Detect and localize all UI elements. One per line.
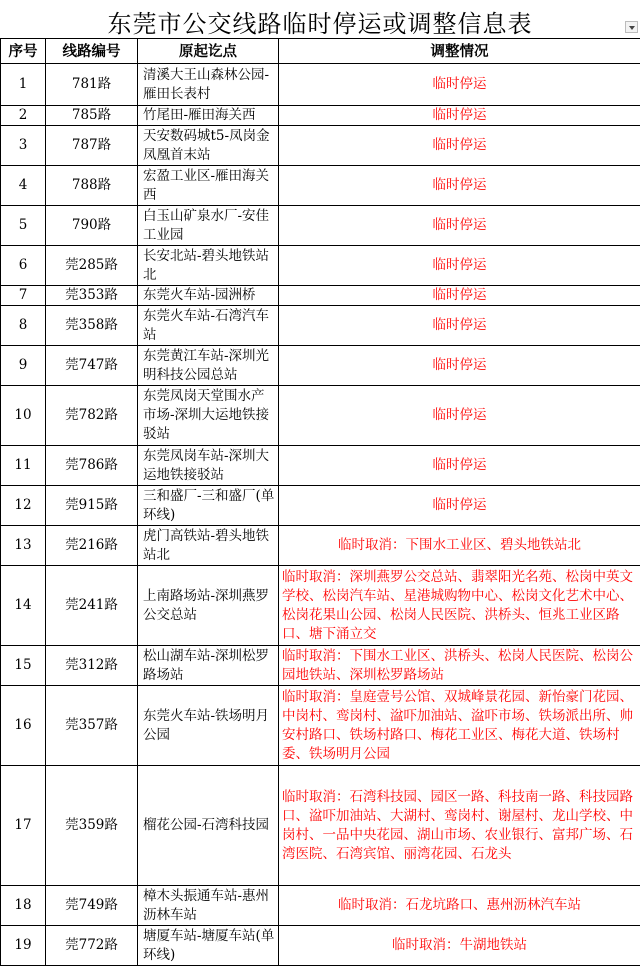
row-adjustment: 临时取消：皇庭壹号公馆、双城峰景花园、新怡豪门花园、中岗村、鸾岗村、湓吓加油站、湓吓市场、铁场派出所、帅安村路口、铁场村路口、梅花工业区、梅花大道、铁场村委、铁场明月公园 — [279, 686, 640, 766]
row-seq: 13 — [1, 526, 46, 566]
row-endpoints: 东莞火车站-园洲桥 — [138, 286, 279, 306]
row-seq: 7 — [1, 286, 46, 306]
row-adjustment: 临时取消：深圳燕罗公交总站、翡翠阳光名苑、松岗中英文学校、松岗汽车站、星港城购物中心、松岗文化艺术中心、松岗花果山公园、松岗人民医院、洪桥头、恒兆工业区路口、塘下涌立交 — [279, 566, 640, 646]
row-seq: 1 — [1, 64, 46, 106]
row-route: 莞216路 — [46, 526, 138, 566]
row-seq: 19 — [1, 926, 46, 966]
table-row — [1, 386, 640, 446]
row-seq: 16 — [1, 686, 46, 766]
row-adjustment: 临时停运 — [279, 306, 640, 346]
table-row — [1, 486, 640, 526]
row-endpoints: 长安北站-碧头地铁站北 — [138, 246, 279, 286]
row-route: 莞285路 — [46, 246, 138, 286]
row-route: 788路 — [46, 166, 138, 206]
row-adjustment: 临时停运 — [279, 346, 640, 386]
header-adjustment: 调整情况 — [279, 39, 640, 64]
row-endpoints: 三和盛厂-三和盛厂(单环线) — [138, 486, 279, 526]
table-row — [1, 206, 640, 246]
table-row — [1, 566, 640, 646]
row-route: 莞312路 — [46, 646, 138, 686]
row-adjustment: 临时取消：牛湖地铁站 — [279, 926, 640, 966]
row-route: 莞357路 — [46, 686, 138, 766]
row-adjustment: 临时取消：石湾科技园、园区一路、科技南一路、科技园路口、湓吓加油站、大湖村、鸾岗村、谢屋村、龙山学校、中岗村、一品中央花园、湖山市场、农业银行、富邦广场、石湾医院、石湾宾馆、丽湾花园、石龙头 — [279, 766, 640, 886]
row-route: 莞915路 — [46, 486, 138, 526]
row-route: 莞359路 — [46, 766, 138, 886]
row-endpoints: 东莞火车站-石湾汽车站 — [138, 306, 279, 346]
table-row — [1, 64, 640, 106]
row-seq: 9 — [1, 346, 46, 386]
row-route: 莞358路 — [46, 306, 138, 346]
row-adjustment: 临时停运 — [279, 286, 640, 306]
table-row — [1, 446, 640, 486]
row-seq: 6 — [1, 246, 46, 286]
row-adjustment: 临时停运 — [279, 106, 640, 126]
table-row — [1, 306, 640, 346]
row-seq: 14 — [1, 566, 46, 646]
title-row — [0, 0, 640, 39]
row-endpoints: 塘厦车站-塘厦车站(单环线) — [138, 926, 279, 966]
row-endpoints: 上南路场站-深圳燕罗公交总站 — [138, 566, 279, 646]
row-route: 790路 — [46, 206, 138, 246]
table-row — [1, 106, 640, 126]
row-route: 莞353路 — [46, 286, 138, 306]
row-seq: 4 — [1, 166, 46, 206]
header-endpoints: 原起讫点 — [138, 39, 279, 64]
row-adjustment: 临时取消：下围水工业区、碧头地铁站北 — [279, 526, 640, 566]
row-route: 莞786路 — [46, 446, 138, 486]
table-row — [1, 526, 640, 566]
row-adjustment: 临时停运 — [279, 486, 640, 526]
row-endpoints: 东莞黄江车站-深圳光明科技公园总站 — [138, 346, 279, 386]
row-seq: 12 — [1, 486, 46, 526]
schedule-table — [0, 38, 640, 966]
header-route: 线路编号 — [46, 39, 138, 64]
row-adjustment: 临时取消：石龙坑路口、惠州沥林汽车站 — [279, 886, 640, 926]
row-route: 莞782路 — [46, 386, 138, 446]
row-seq: 5 — [1, 206, 46, 246]
row-adjustment: 临时取消：下围水工业区、洪桥头、松岗人民医院、松岗公园地铁站、深圳松罗路场站 — [279, 646, 640, 686]
table-row — [1, 346, 640, 386]
row-route: 781路 — [46, 64, 138, 106]
header-seq: 序号 — [1, 39, 46, 64]
row-endpoints: 东莞火车站-铁场明月公园 — [138, 686, 279, 766]
row-seq: 17 — [1, 766, 46, 886]
row-route: 785路 — [46, 106, 138, 126]
table-row — [1, 126, 640, 166]
row-route: 莞772路 — [46, 926, 138, 966]
dropdown-arrow-icon[interactable] — [625, 21, 638, 33]
row-route: 莞749路 — [46, 886, 138, 926]
table-row — [1, 246, 640, 286]
row-endpoints: 东莞凤岗天堂围水产市场-深圳大运地铁接驳站 — [138, 386, 279, 446]
page-title: 东莞市公交线路临时停运或调整信息表 — [107, 10, 533, 38]
row-endpoints: 东莞凤岗车站-深圳大运地铁接驳站 — [138, 446, 279, 486]
row-adjustment: 临时停运 — [279, 446, 640, 486]
row-endpoints: 白玉山矿泉水厂-安佳工业园 — [138, 206, 279, 246]
row-adjustment: 临时停运 — [279, 166, 640, 206]
row-endpoints: 宏盈工业区-雁田海关西 — [138, 166, 279, 206]
row-route: 787路 — [46, 126, 138, 166]
table-row — [1, 166, 640, 206]
row-seq: 18 — [1, 886, 46, 926]
row-seq: 11 — [1, 446, 46, 486]
row-seq: 2 — [1, 106, 46, 126]
row-seq: 15 — [1, 646, 46, 686]
row-endpoints: 榴花公园-石湾科技园 — [138, 766, 279, 886]
row-seq: 10 — [1, 386, 46, 446]
row-seq: 8 — [1, 306, 46, 346]
table-header-row — [1, 39, 640, 64]
row-seq: 3 — [1, 126, 46, 166]
table-row — [1, 766, 640, 886]
row-endpoints: 樟木头振通车站-惠州沥林车站 — [138, 886, 279, 926]
row-adjustment: 临时停运 — [279, 386, 640, 446]
row-endpoints: 清溪大王山森林公园-雁田长表村 — [138, 64, 279, 106]
table-row — [1, 646, 640, 686]
table-row — [1, 886, 640, 926]
table-row — [1, 926, 640, 966]
row-endpoints: 虎门高铁站-碧头地铁站北 — [138, 526, 279, 566]
row-endpoints: 松山湖车站-深圳松罗路场站 — [138, 646, 279, 686]
row-endpoints: 竹尾田-雁田海关西 — [138, 106, 279, 126]
row-adjustment: 临时停运 — [279, 206, 640, 246]
row-adjustment: 临时停运 — [279, 246, 640, 286]
row-route: 莞747路 — [46, 346, 138, 386]
row-route: 莞241路 — [46, 566, 138, 646]
table-row — [1, 686, 640, 766]
row-adjustment: 临时停运 — [279, 64, 640, 106]
row-endpoints: 天安数码城t5-凤岗金凤凰首末站 — [138, 126, 279, 166]
row-adjustment: 临时停运 — [279, 126, 640, 166]
table-row — [1, 286, 640, 306]
